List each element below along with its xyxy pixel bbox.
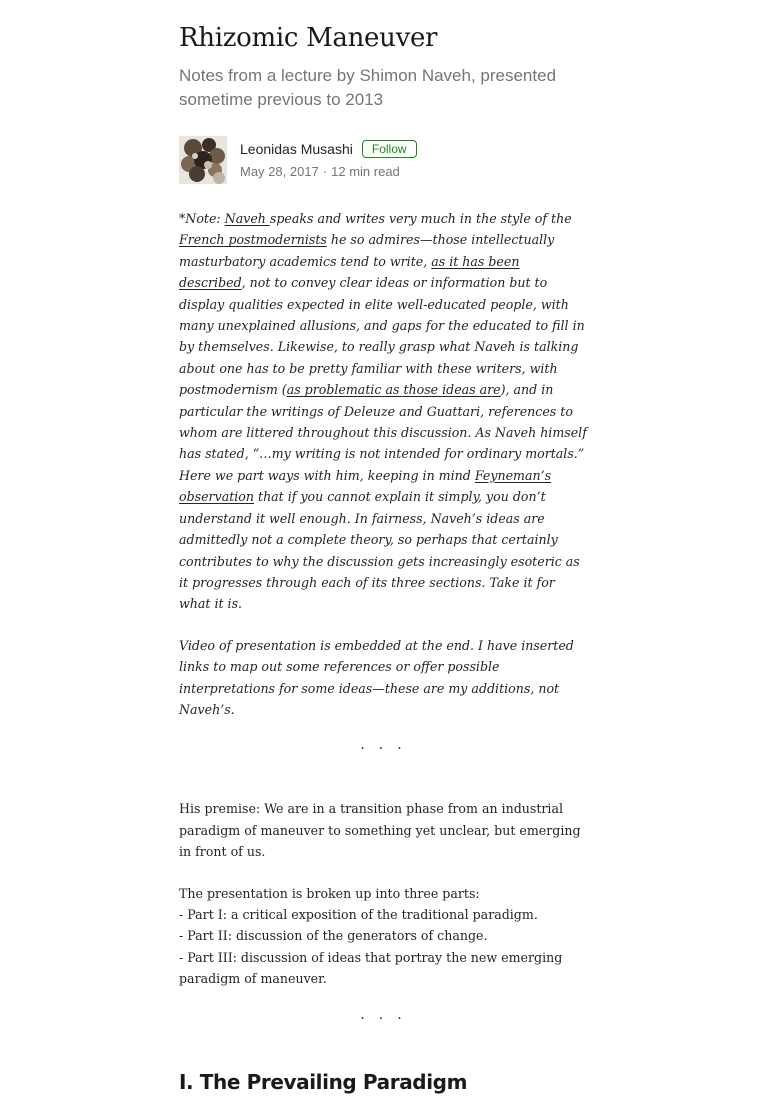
link-french-postmodernists[interactable]: French postmodernists — [179, 232, 327, 248]
note-text: he so admires—those intellectually masturbatory academics tend to write, — [179, 232, 555, 269]
parts-list — [179, 883, 589, 990]
author-name[interactable]: Leonidas Musashi — [240, 140, 353, 157]
author-meta — [240, 139, 417, 182]
article — [179, 20, 589, 1096]
avatar[interactable] — [179, 136, 227, 184]
follow-button[interactable]: Follow — [362, 140, 417, 158]
list-item: - Part III: discussion of ideas that portray the new emerging paradigm of maneuver. — [179, 949, 563, 987]
avatar-image-icon — [179, 136, 227, 184]
note-text: that if you cannot explain it simply, you don’t understand it well enough. In fairness, Naveh’s ideas are admittedly not a complete theory, so perhaps that certainly contributes to why the discussion gets increasingly esoteric as it progresses through each of its three sections. Take it for what it is. — [179, 489, 580, 612]
section-heading: I. The Prevailing Paradigm — [179, 1069, 468, 1094]
author-row — [240, 139, 417, 159]
article-body — [179, 208, 589, 1096]
note-text: speaks and writes very much in the style of the — [269, 211, 572, 226]
link-as-it-has-been-described[interactable]: as it has been described — [179, 253, 520, 291]
note-paragraph — [179, 208, 589, 615]
article-title: Rhizomic Maneuver — [179, 23, 438, 53]
link-as-problematic[interactable]: as problematic as those ideas are — [286, 382, 501, 398]
note-text: , not to convey clear ideas or information but to display qualities expected in elite well-educated people, with many unexplained allusions, and gaps for the educated to fill in by themselves. Likewise, to really grasp what Naveh is talking about one has to be pretty familiar with these writers, with postmodernism ( — [179, 275, 585, 398]
post-meta — [240, 162, 417, 182]
premise-paragraph: His premise: We are in a transition phase from an industrial paradigm of maneuver to something yet unclear, but emerging in front of us. — [179, 801, 581, 860]
video-note-paragraph: Video of presentation is embedded at the end. I have inserted links to map out some references or offer possible interpretations for some ideas—these are my additions, not Naveh’s. — [179, 637, 574, 717]
meta-separator: · — [322, 163, 328, 179]
article-subtitle: Notes from a lecture by Shimon Naveh, presented sometime previous to 2013 — [179, 66, 557, 109]
parts-intro: The presentation is broken up into three parts: — [179, 885, 480, 901]
link-feynman-observation[interactable]: Feyneman’s observation — [179, 467, 552, 505]
list-item: - Part II: discussion of the generators of change. — [179, 928, 488, 944]
author-byline — [179, 135, 589, 185]
post-date: May 28, 2017 — [240, 163, 319, 179]
section-separator: ... — [360, 1006, 416, 1023]
link-naveh[interactable]: Naveh — [224, 211, 270, 226]
list-item: - Part I: a critical exposition of the traditional paradigm. — [179, 906, 538, 922]
note-text: ), and in particular the writings of Deleuze and Guattari, references to whom are littered throughout this discussion. As Naveh himself has stated, “…my writing is not intended for ordinary mortals.” Here we part ways with him, keeping in mind — [179, 382, 587, 483]
note-text: *Note: — [179, 211, 225, 226]
section-separator: ... — [360, 737, 416, 754]
read-time: 12 min read — [331, 163, 400, 179]
